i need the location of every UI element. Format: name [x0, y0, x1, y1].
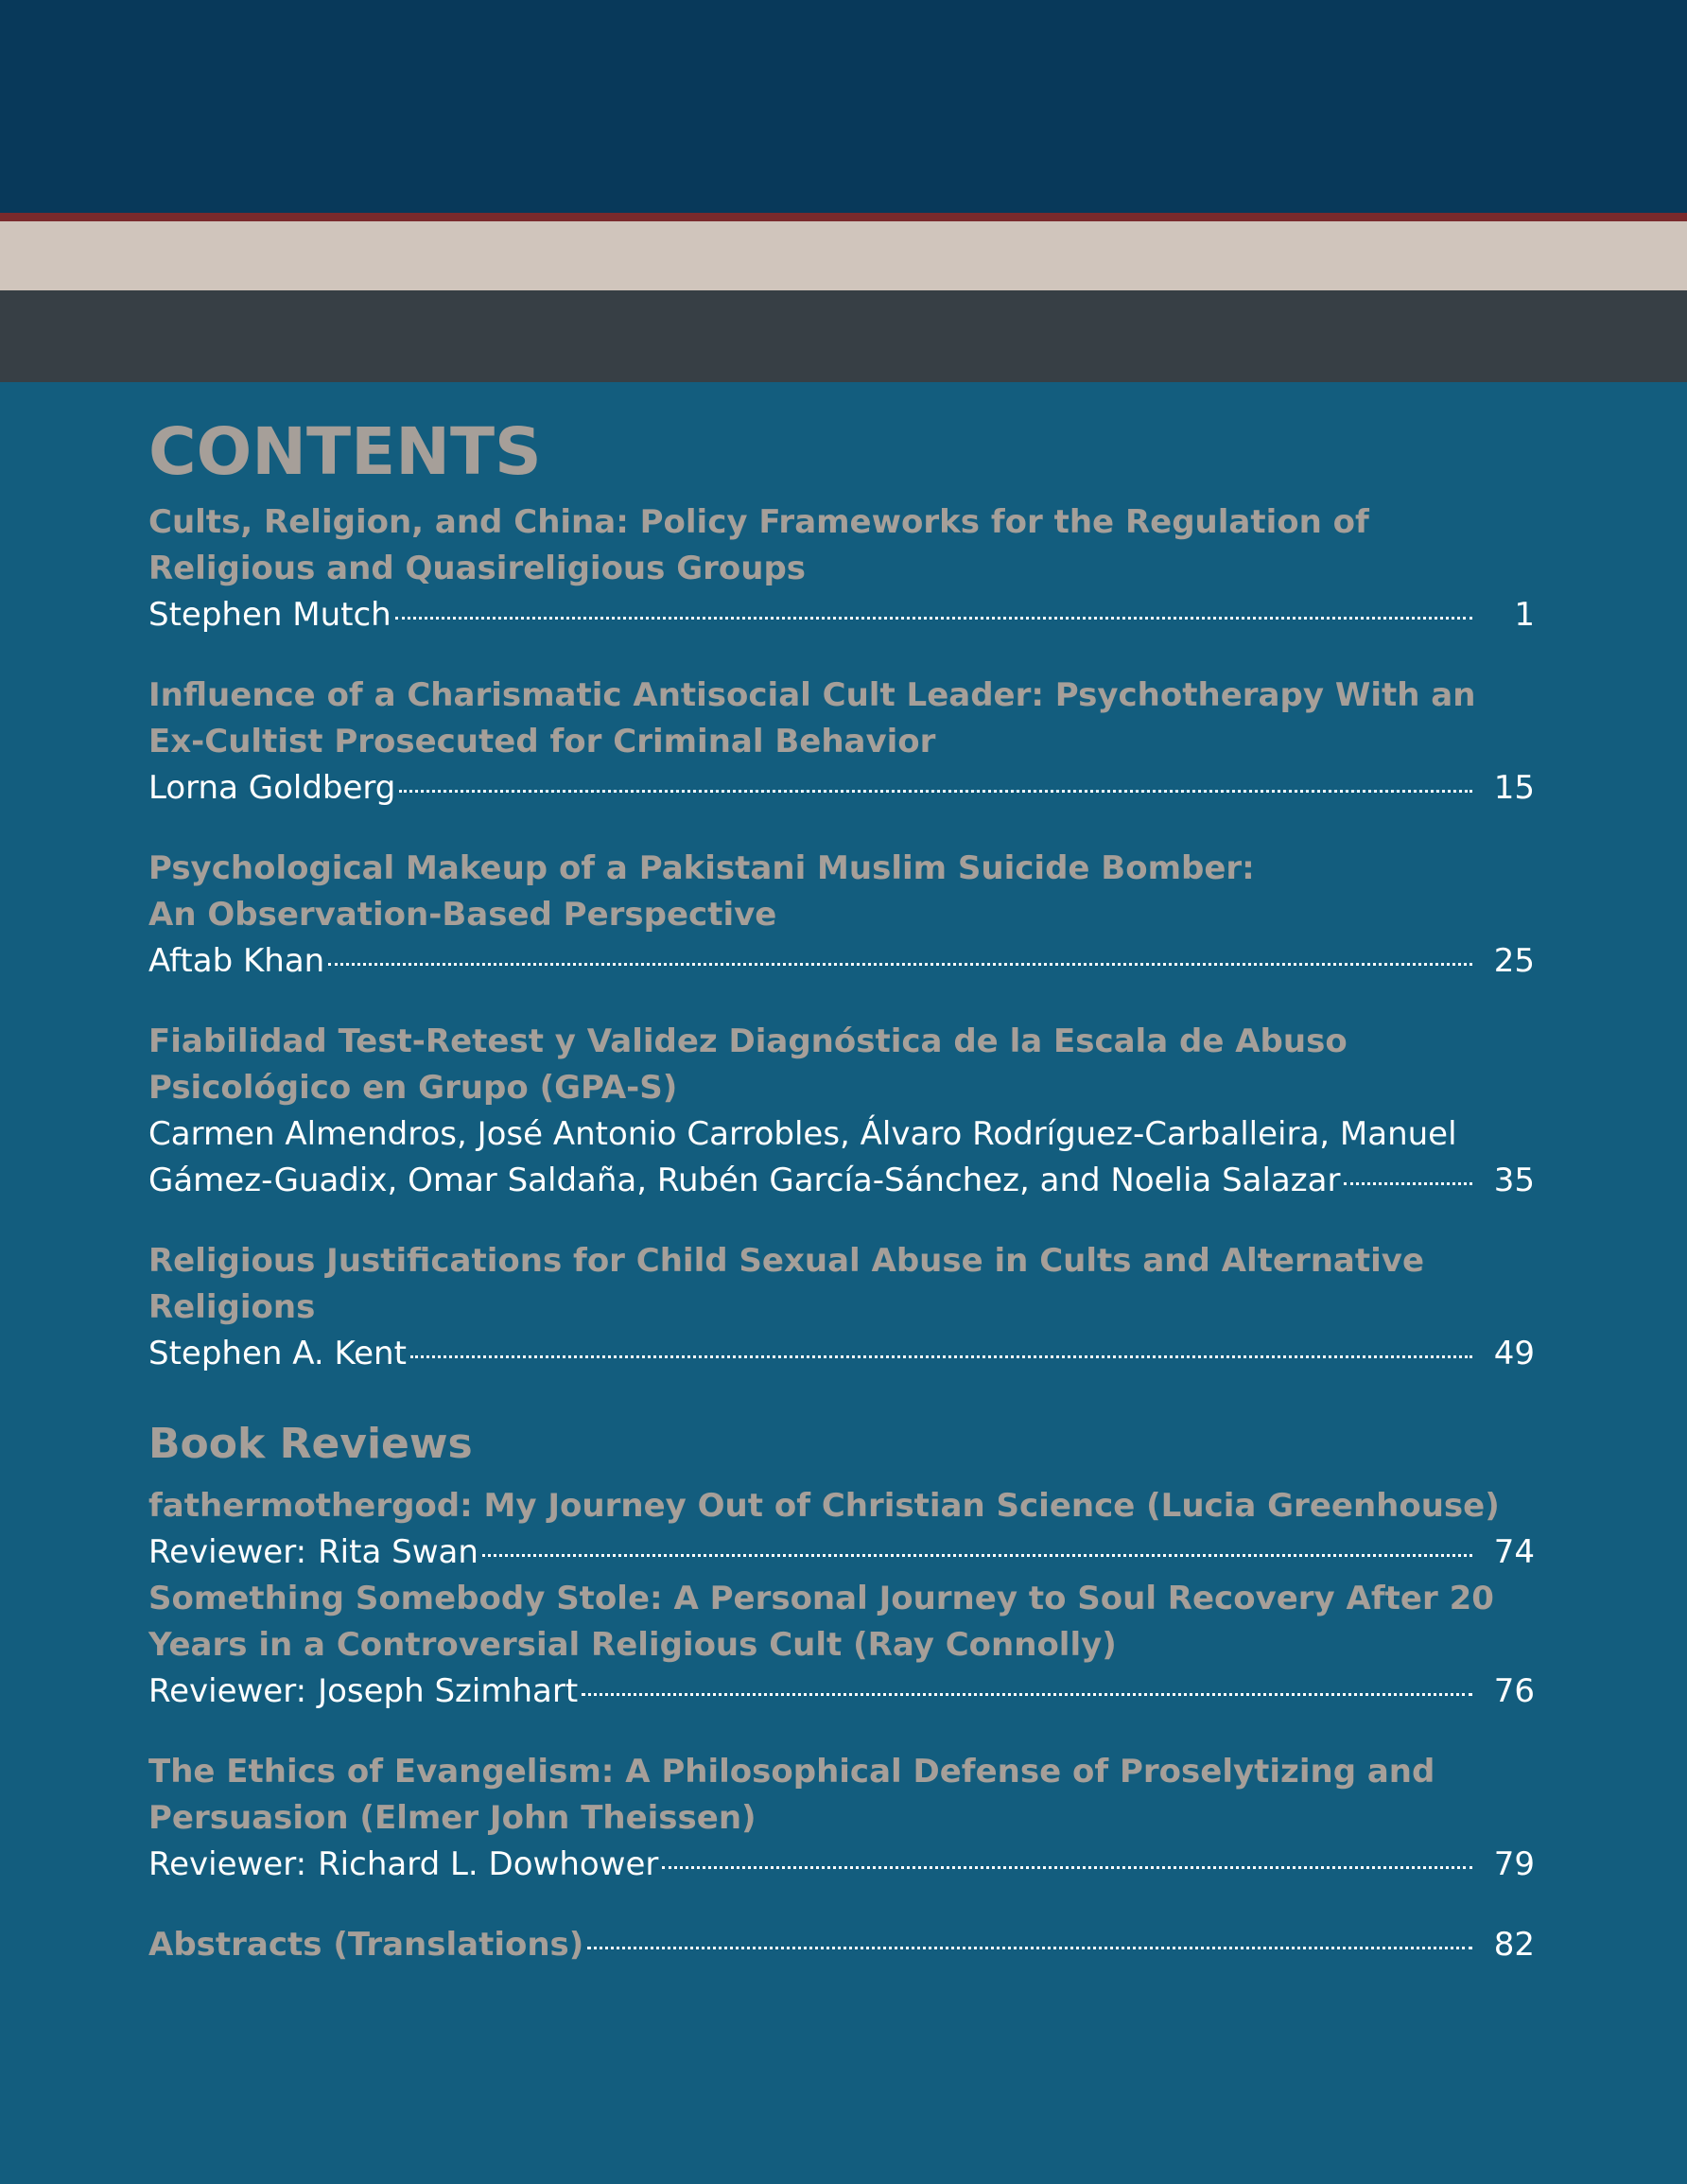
article-title: Psicológico en Grupo (GPA-S) [148, 1069, 678, 1107]
toc-entry[interactable] [148, 1019, 1535, 1204]
review-title: Years in a Controversial Religious Cult (Ray Connolly) [148, 1626, 1117, 1664]
book-reviews-heading: Book Reviews [148, 1420, 473, 1468]
author-line [148, 592, 1535, 638]
toc-entry[interactable] [148, 1238, 1535, 1377]
article-title: Fiabilidad Test-Retest y Validez Diagnóstica de la Escala de Abuso [148, 1022, 1348, 1060]
page-number: 25 [1493, 942, 1535, 980]
toc-entry[interactable] [148, 1483, 1535, 1576]
reviewer-name-group [148, 1529, 478, 1576]
page-number: 74 [1493, 1533, 1535, 1571]
leader-dots [328, 963, 1472, 966]
header-band [0, 0, 1687, 213]
toc-entry[interactable] [148, 1576, 1535, 1715]
toc-entry[interactable] [148, 499, 1535, 638]
review-title: Persuasion (Elmer John Theissen) [148, 1799, 757, 1837]
page-number: 35 [1493, 1162, 1535, 1199]
leader-dots [1344, 1182, 1472, 1185]
header-red-stripe [0, 213, 1687, 221]
reviewer-label: Reviewer: [148, 1672, 307, 1710]
page-number: 15 [1493, 769, 1535, 807]
leader-dots [587, 1947, 1472, 1949]
review-title: fathermothergod: My Journey Out of Christian Science (Lucia Greenhouse) [148, 1487, 1500, 1525]
reviewer-name: Rita Swan [318, 1533, 478, 1571]
toc-entry[interactable] [148, 673, 1535, 812]
leader-dots [395, 617, 1472, 620]
leader-dots [482, 1554, 1472, 1557]
article-title: An Observation-Based Perspective [148, 896, 777, 934]
leader-dots [662, 1866, 1472, 1869]
leader-dots [399, 790, 1472, 793]
author-name: Aftab Khan [148, 942, 325, 980]
author-line [148, 1158, 1535, 1204]
reviewer-name: Richard L. Dowhower [318, 1845, 659, 1883]
header-gray-stripe [0, 290, 1687, 382]
reviewer-line [148, 1842, 1535, 1888]
toc-entry[interactable] [148, 846, 1535, 985]
page-number: 79 [1493, 1845, 1535, 1883]
reviewer-name: Joseph Szimhart [318, 1672, 579, 1710]
page-number: 82 [1493, 1926, 1535, 1964]
reviewer-line [148, 1529, 1535, 1576]
article-title: Ex-Cultist Prosecuted for Criminal Behavior [148, 723, 936, 760]
article-title: Religious and Quasireligious Groups [148, 550, 807, 587]
table-of-contents [148, 414, 1535, 2002]
article-title: Psychological Makeup of a Pakistani Muslim Suicide Bomber: [148, 849, 1255, 887]
author-name: Gámez-Guadix, Omar Saldaña, Rubén García-Sánchez, and Noelia Salazar [148, 1162, 1341, 1199]
author-line [148, 1331, 1535, 1377]
page-number: 49 [1493, 1335, 1535, 1372]
reviewer-name-group [148, 1842, 658, 1888]
abstracts-line [148, 1922, 1535, 1968]
article-title: Cults, Religion, and China: Policy Frameworks for the Regulation of [148, 503, 1369, 541]
reviewer-name-group [148, 1669, 578, 1715]
header-beige-stripe [0, 221, 1687, 290]
reviewer-label: Reviewer: [148, 1845, 307, 1883]
review-title: Something Somebody Stole: A Personal Journey to Soul Recovery After 20 [148, 1580, 1494, 1617]
article-title: Influence of a Charismatic Antisocial Cult Leader: Psychotherapy With an [148, 676, 1476, 714]
article-title: Religious Justifications for Child Sexual Abuse in Cults and Alternative Religions [148, 1242, 1425, 1326]
review-title: The Ethics of Evangelism: A Philosophical Defense of Proselytizing and [148, 1753, 1435, 1791]
leader-dots [582, 1693, 1472, 1696]
leader-dots [410, 1355, 1472, 1358]
author-line [148, 938, 1535, 985]
reviewer-line [148, 1669, 1535, 1715]
toc-entry[interactable] [148, 1749, 1535, 1888]
page-number: 76 [1493, 1672, 1535, 1710]
author-name: Stephen A. Kent [148, 1335, 407, 1372]
author-name: Lorna Goldberg [148, 769, 396, 807]
abstracts-label: Abstracts (Translations) [148, 1926, 584, 1964]
toc-entry-abstracts[interactable] [148, 1922, 1535, 1968]
page-number: 1 [1514, 596, 1535, 634]
author-line [148, 765, 1535, 812]
reviewer-label: Reviewer: [148, 1533, 307, 1571]
contents-heading: CONTENTS [148, 414, 542, 490]
author-names-line: Carmen Almendros, José Antonio Carrobles, Álvaro Rodríguez-Carballeira, Manuel [148, 1115, 1457, 1153]
author-name: Stephen Mutch [148, 596, 391, 634]
